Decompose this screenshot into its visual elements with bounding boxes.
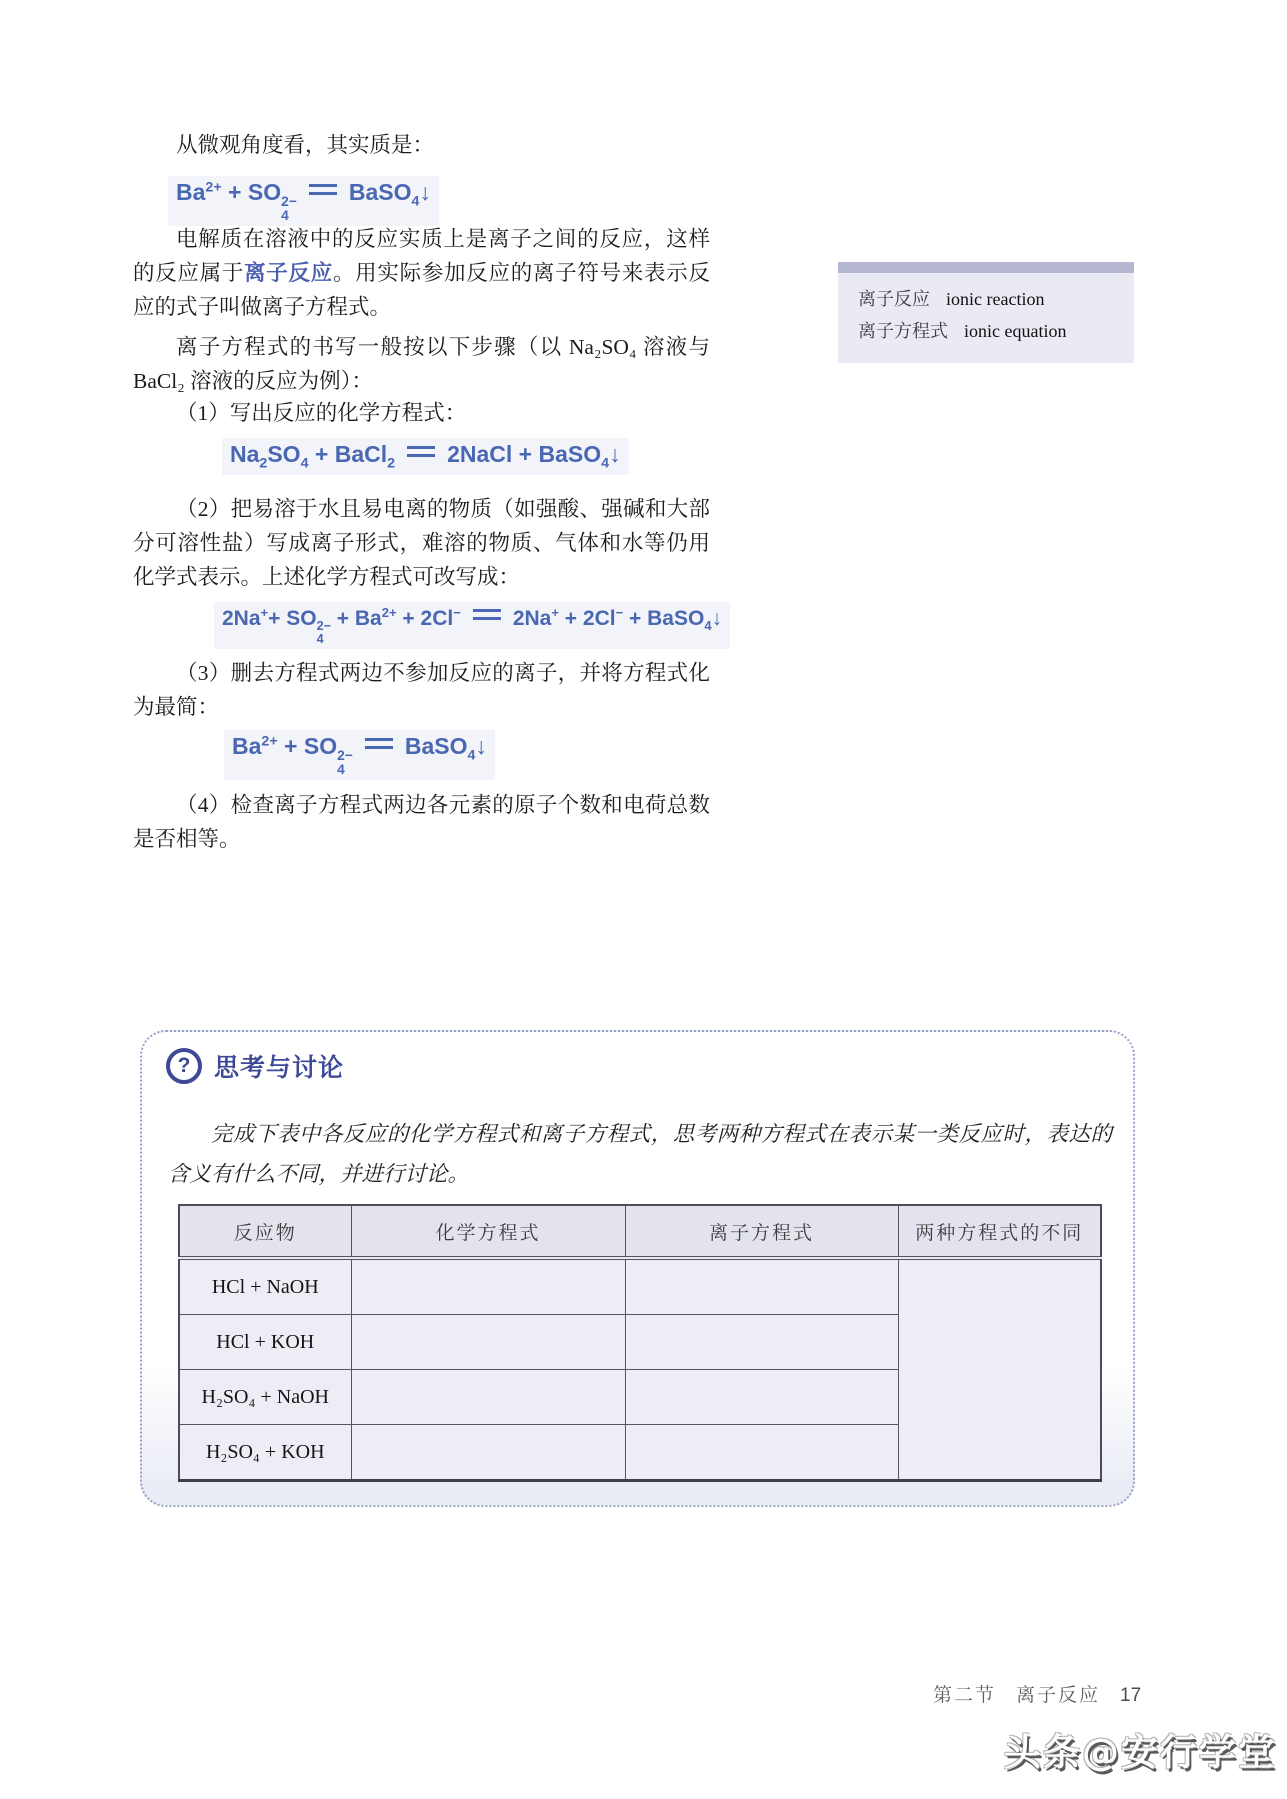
para-step-3: （3）删去方程式两边不参加反应的离子，并将方程式化为最简： [133, 661, 710, 719]
header-ionic-equation: 离子方程式 [625, 1205, 898, 1258]
table-row [179, 1258, 1101, 1315]
vocab-box-top-band [838, 262, 1134, 273]
question-icon: ? [166, 1048, 202, 1084]
watermark: 头条@安行学堂 [1004, 1731, 1277, 1774]
term-ionic-reaction: 离子反应 [244, 261, 333, 285]
equation-chemical: $Na_2SO_4$ + BaCl$_2$ 2NaCl + BaSO$_4$↓ [222, 438, 629, 475]
vocab-term-en: ionic reaction [946, 289, 1045, 309]
vocab-entry [858, 287, 1124, 311]
page-footer [933, 1680, 1141, 1707]
ionic-equation-blank [625, 1258, 898, 1315]
header-chemical-equation: 化学方程式 [351, 1205, 625, 1258]
vocab-list [838, 273, 1134, 343]
reactant-cell: HCl + NaOH [179, 1258, 351, 1315]
reaction-table [178, 1204, 1102, 1482]
reactant-cell: H₂SO₄ + KOH [179, 1425, 351, 1481]
think-discuss-header [166, 1048, 344, 1084]
footer-section: 第二节 [933, 1685, 997, 1706]
ionic-equation-blank [625, 1425, 898, 1481]
chemical-equation-blank [351, 1425, 625, 1481]
vocab-term-en: ionic equation [964, 321, 1067, 341]
think-discuss-box [140, 1030, 1135, 1507]
chemical-equation-blank [351, 1370, 625, 1425]
reactant-cell: H₂SO₄ + NaOH [179, 1370, 351, 1425]
para-micro-intro: 从微观角度看，其实质是： [176, 133, 435, 157]
ionic-equation-blank [625, 1370, 898, 1425]
think-discuss-title: 思考与讨论 [214, 1054, 345, 1082]
table-header-row [179, 1205, 1101, 1258]
text-run: 电解质在溶液中的反应实质上是离子之间的反应，这样的反应属于 [133, 227, 710, 285]
equation-net-ionic: $Ba^{2+}$ + SO 2− 4 BaSO$_4$↓ [224, 730, 495, 780]
text-run: 。用实际参加反应的离子符号来表示反应的式子叫做离子方程式。 [133, 261, 710, 319]
para-steps-intro: 离子方程式的书写一般按以下步骤（以 Na₂SO₄ 溶液与 BaCl₂ 溶液的反应为例）： [133, 335, 710, 393]
reactant-cell: HCl + KOH [179, 1315, 351, 1370]
header-reactants: 反应物 [179, 1205, 351, 1258]
ionic-equation-blank [625, 1315, 898, 1370]
vocab-term-cn: 离子方程式 [858, 321, 948, 341]
equation-full-ionic: 2Na++ SO 2− 4 + $Ba^{2+} + 2Cl^-$ 2Na+ + 2Cl− + BaSO$_4$↓ [214, 602, 730, 649]
chemical-equation-blank [351, 1258, 625, 1315]
chemical-equation-blank [351, 1315, 625, 1370]
vocab-entry [858, 319, 1124, 343]
para-step-1: （1）写出反应的化学方程式： [176, 401, 467, 425]
page-number: 17 [1120, 1685, 1142, 1706]
footer-chapter-title: 离子反应 [1016, 1685, 1101, 1706]
header-difference: 两种方程式的不同 [898, 1205, 1101, 1258]
para-electrolyte [133, 222, 710, 324]
equation-net-ionic-top: $Ba^{2+}$ + SO 2− 4 BaSO$_4$↓ [168, 176, 439, 226]
para-step-2: （2）把易溶于水且易电离的物质（如强酸、强碱和大部分可溶性盐）写成离子形式，难溶的物质、气体和水等仍用化学式表示。上述化学方程式可改写成： [133, 497, 710, 589]
difference-blank [898, 1258, 1101, 1481]
think-discuss-body: 完成下表中各反应的化学方程式和离子方程式，思考两种方程式在表示某一类反应时，表达的含义有什么不同，并进行讨论。 [168, 1122, 1112, 1186]
vocab-term-cn: 离子反应 [858, 289, 930, 309]
para-step-4: （4）检查离子方程式两边各元素的原子个数和电荷总数是否相等。 [133, 793, 710, 851]
vocabulary-box [838, 262, 1134, 363]
